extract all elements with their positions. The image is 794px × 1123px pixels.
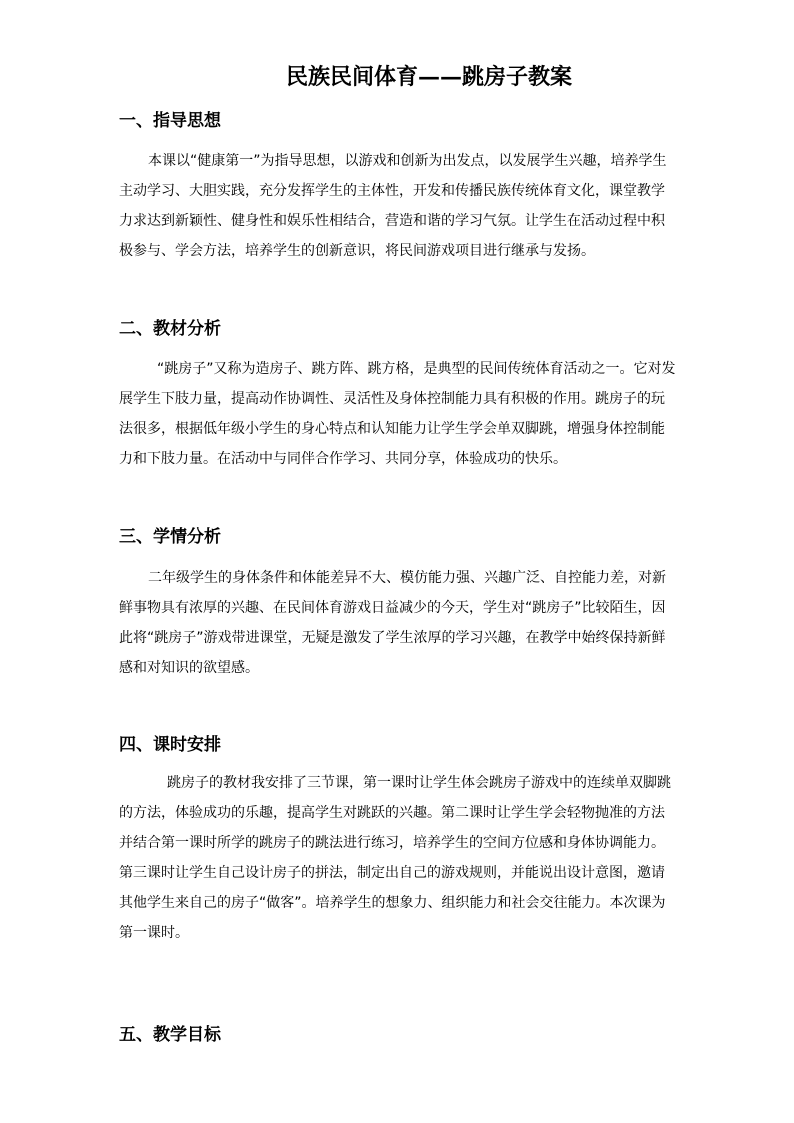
section-body-lesson-schedule: 跳房子的教材我安排了三节课，第一课时让学生体会跳房子游戏中的连续单双脚跳的方法，体验成功的乐趣，提高学生对跳跃的兴趣。第二课时让学生学会轻物抛准的方法并结合第一课时所学的跳房子的跳法进行练习，培养学生的空间方位感和身体协调能力。第三课时让学生自己设计房子的拼法，制定出自己的游戏规则，并能说出设计意图，邀请其他学生来自己的房子“做客”。培养学生的想象力、组织能力和社会交往能力。本次课为第一课时。	[119, 775, 671, 941]
section-heading-guiding-thought: 一、指导思想	[119, 111, 221, 131]
section-heading-material-analysis: 二、教材分析	[119, 319, 221, 339]
section-body-material-analysis: “跳房子”又称为造房子、跳方阵、跳方格，是典型的民间传统体育活动之一。它对发展学生下肢力量，提高动作协调性、灵活性及身体控制能力具有积极的作用。跳房子的玩法很多，根据低年级小学生的身心特点和认知能力让学生学会单双脚跳，增强身体控制能力和下肢力量。在活动中与同伴合作学习、共同分享，体验成功的快乐。	[119, 361, 676, 467]
section-body-learner-analysis: 二年级学生的身体条件和体能差异不大、模仿能力强、兴趣广泛、自控能力差，对新鲜事物具有浓厚的兴趣、在民间体育游戏日益减少的今天，学生对“跳房子”比较陌生，因此将“跳房子”游戏带进课堂，无疑是激发了学生浓厚的学习兴趣，在教学中始终保持新鲜感和对知识的欲望感。	[119, 570, 666, 676]
document-title: 民族民间体育——跳房子教案	[285, 64, 572, 90]
section-body-guiding-thought: 本课以“健康第一”为指导思想，以游戏和创新为出发点，以发展学生兴趣，培养学生主动学习、大胆实践，充分发挥学生的主体性，开发和传播民族传统体育文化，课堂教学力求达到新颖性、健身性和娱乐性相结合，营造和谐的学习气氛。让学生在活动过程中积极参与、学会方法，培养学生的创新意识，将民间游戏项目进行继承与发扬。	[119, 153, 667, 259]
section-heading-lesson-schedule: 四、课时安排	[119, 735, 221, 755]
section-heading-teaching-objectives: 五、教学目标	[119, 1025, 221, 1045]
section-heading-learner-analysis: 三、学情分析	[119, 527, 221, 547]
